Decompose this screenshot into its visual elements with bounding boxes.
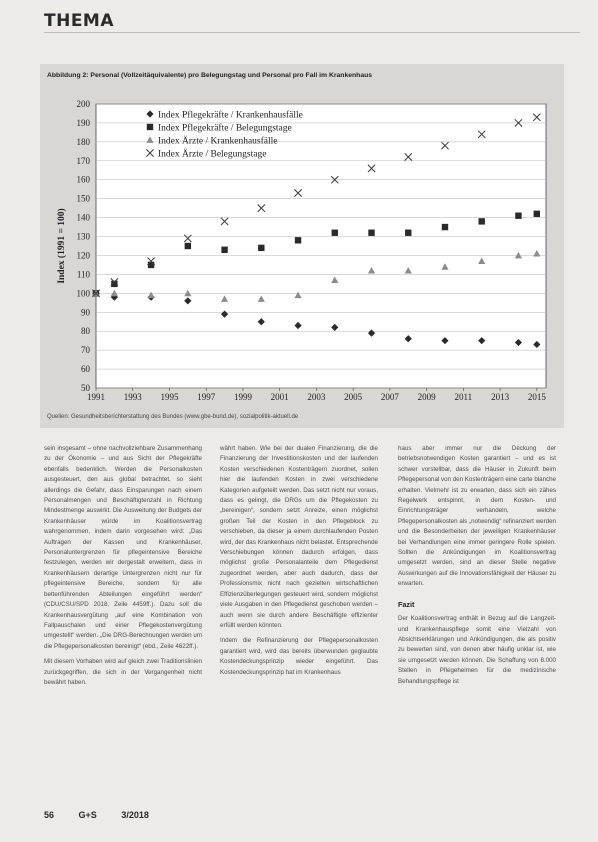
figure-source: Quellen: Gesundheitsberichterstattung des Bundes (www.gbe-bund.de), sozialpolitik-aktuell.de <box>47 414 299 420</box>
y-axis-label: Index (1991 = 100) <box>57 208 67 284</box>
y-tick-label: 150 <box>76 193 90 204</box>
x-tick-label: 2013 <box>491 392 510 402</box>
x-tick-label: 1997 <box>197 392 216 402</box>
plot-background <box>96 104 546 388</box>
fazit-heading: Fazit <box>398 599 415 609</box>
journal-brand: G+S <box>78 810 97 820</box>
figure <box>40 64 564 428</box>
legend-label: Index Ärzte / Krankenhausfälle <box>158 136 278 147</box>
data-point-square <box>479 218 485 224</box>
data-point-square <box>534 211 540 217</box>
article-column-3 <box>398 444 556 834</box>
article-column-2 <box>220 444 378 834</box>
article-paragraph: Der Koalitionsvertrag enthält in Bezug auf die Langzeit- und Krankenhauspflege somit eine Vielzahl von Absichtserklärungen und Ankündigungen, die als positiv zu bewerten sind, von denen aber häufig unklar ist, wie sie umgesetzt werden können. Die Schaffung von 8.000 Stellen in Pflegeheimen für die medizinische Behandlungspflege ist <box>398 615 556 685</box>
legend-marker-square <box>147 124 153 130</box>
y-tick-label: 60 <box>81 364 90 375</box>
issue-number: 3/2018 <box>121 810 149 820</box>
article-paragraph: haus aber immer nur die Deckung der betriebsnotwendigen Kosten garantiert – und es ist schwer vorstellbar, dass die Häuser in Zukunft beim Pflegepersonal von den Kostenträgern eine carte blanche erhalten. Vielmehr ist zu erwarten, dass sich ein zähes Regelwerk entspinnt, in dem Kosten- und Einrichtungsträger verhandeln, welche Pflegepersonalkosten als „notwendig“ refinanziert werden und die Besonderheiten der jeweiligen Krankenhäuser bei Verhandlungen eine immer geringere Rolle spielen. Sollten die Ankündigungen im Koalitionsvertrag umgesetzt werden, sind an dieser Stelle negative Auswirkungen auf die Innovationsfähigkeit der Häuser zu erwarten. <box>398 445 556 588</box>
y-tick-label: 130 <box>76 231 90 242</box>
y-tick-label: 160 <box>76 174 90 185</box>
x-tick-label: 1999 <box>233 392 252 402</box>
y-tick-label: 170 <box>76 155 90 166</box>
y-tick-label: 80 <box>81 326 90 337</box>
article-column-1 <box>44 444 202 834</box>
y-tick-label: 200 <box>76 99 90 109</box>
y-tick-label: 120 <box>76 250 90 261</box>
data-point-square <box>332 230 338 236</box>
data-point-square <box>295 237 301 243</box>
x-tick-label: 2009 <box>417 392 436 402</box>
data-point-square <box>185 243 191 249</box>
x-tick-label: 2005 <box>344 392 363 402</box>
legend-label: Index Pflegekräfte / Belegungstage <box>158 123 292 134</box>
y-tick-label: 110 <box>76 269 90 280</box>
plot-area <box>50 90 558 470</box>
y-tick-label: 70 <box>81 345 90 356</box>
legend-label: Index Pflegekräfte / Krankenhausfälle <box>158 110 303 121</box>
y-tick-label: 100 <box>76 288 90 299</box>
x-tick-label: 2015 <box>527 392 546 402</box>
data-point-square <box>221 247 227 253</box>
data-point-square <box>442 224 448 230</box>
x-tick-label: 1995 <box>160 392 179 402</box>
data-point-square <box>515 213 521 219</box>
x-tick-label: 1991 <box>87 392 105 402</box>
x-tick-label: 2003 <box>307 392 326 402</box>
article-paragraph: Indem die Refinanzierung der Pflegepersonalkosten garantiert wird, wird das bereits überwunden geglaubte Kostendeckungsprinzip wieder eingeführt. Das Kostendeckungsprinzip hat im Krankenhaus <box>220 637 378 676</box>
article-paragraph: sein insgesamt – ohne nachvollziehbare Zusammenhang zu der Ökonomie – und aus Sicht der Pflegekräfte ebenfalls bedenklich. Werden die Personalkosten ausgesteuert, den aus global betrachtet, so sieht allerdings die Gefahr, dass Einsparungen nach einem Personalmengen und Beschäftigtenzahl in Richtung Mindestmenge auswirkt. Die Ausweitung der Budgets der Krankenhäuser würde im Koalitionsvertrag wahrgenommen, indem darin vorgesehen wird: „Das Auftragen der Kassen und Krankenhäuser, Personaluntergrenzen für pflegeintensive Bereiche festzulegen, werden wir dergestalt erweitern, dass in Krankenhäusern derartige Untergrenzen nicht nur für pflegeintensive Bereiche, sondern für alle bettenführenden Abteilungen eingeführt werden“ (CDU/CSU/SPD 2018, Zeile 4459ff.). Dazu soll die Krankenhausvergütung „auf eine Kombination von Fallpauschalen und einer Pflegekostenvergütung umgestellt“ werden. „Die DRG-Berechnungen werden um die Pflegepersonalkosten bereinigt“ (ebd., Zeile 4622ff.). <box>44 445 202 650</box>
page-footer <box>44 810 171 820</box>
legend-label: Index Ärzte / Belegungstage <box>158 149 267 160</box>
scatter-chart <box>50 90 558 410</box>
section-title: THEMA <box>44 11 115 31</box>
data-point-square <box>368 230 374 236</box>
y-tick-label: 90 <box>81 307 90 318</box>
x-tick-label: 2001 <box>270 392 289 402</box>
article-paragraph: Mit diesem Vorhaben wird auf gleich zwei Traditionslinien zurückgegriffen, die sich in der Vergangenheit nicht bewährt haben. <box>44 658 202 686</box>
data-point-square <box>405 230 411 236</box>
title-rule <box>44 32 580 33</box>
y-tick-label: 50 <box>81 383 90 393</box>
data-point-square <box>258 245 264 251</box>
x-tick-label: 2011 <box>454 392 473 402</box>
y-tick-label: 190 <box>76 117 90 128</box>
article-paragraph: währt haben. Wie bei der dualen Finanzierung, die die Finanzierung der Investitionskosten und der laufenden Kosten verschiedenen Kostenträgern zuordnet, sollen hier die laufenden Kosten in zwei verschiedene Kategorien aufgeteilt werden. Das setzt nicht nur voraus, dass es gelingt, die DRGs um die Pflegekosten zu „bereinigen“, sondern setzt Anreize, einen möglichst großen Teil der Kosten in den Pflegeblock zu verschieben, da dieser ja einem durchlaufenden Posten wird, der das Krankenhaus nicht belastet. Entsprechende Verschiebungen können dadurch erfolgen, dass möglichst große Personalanteile dem Pflegedienst zugeordnet werden, aber auch dadurch, dass der Professionsmix nicht nach gezielten wirtschaftlichen Effizienzüberlegungen gesteuert wird, sondern möglichst viele Ausgaben in den Pflegedienst geschoben werden – auch wenn sie durch andere Beschäftigte effizienter erfüllt werden könnten. <box>220 445 378 629</box>
x-tick-label: 2007 <box>380 392 399 402</box>
figure-caption: Abbildung 2: Personal (Vollzeitäquivalente) pro Belegungstag und Personal pro Fall im Krankenhaus <box>47 72 373 79</box>
x-tick-label: 1993 <box>123 392 142 402</box>
y-tick-label: 140 <box>76 212 90 223</box>
page-number: 56 <box>44 810 55 820</box>
y-tick-label: 180 <box>76 136 90 147</box>
